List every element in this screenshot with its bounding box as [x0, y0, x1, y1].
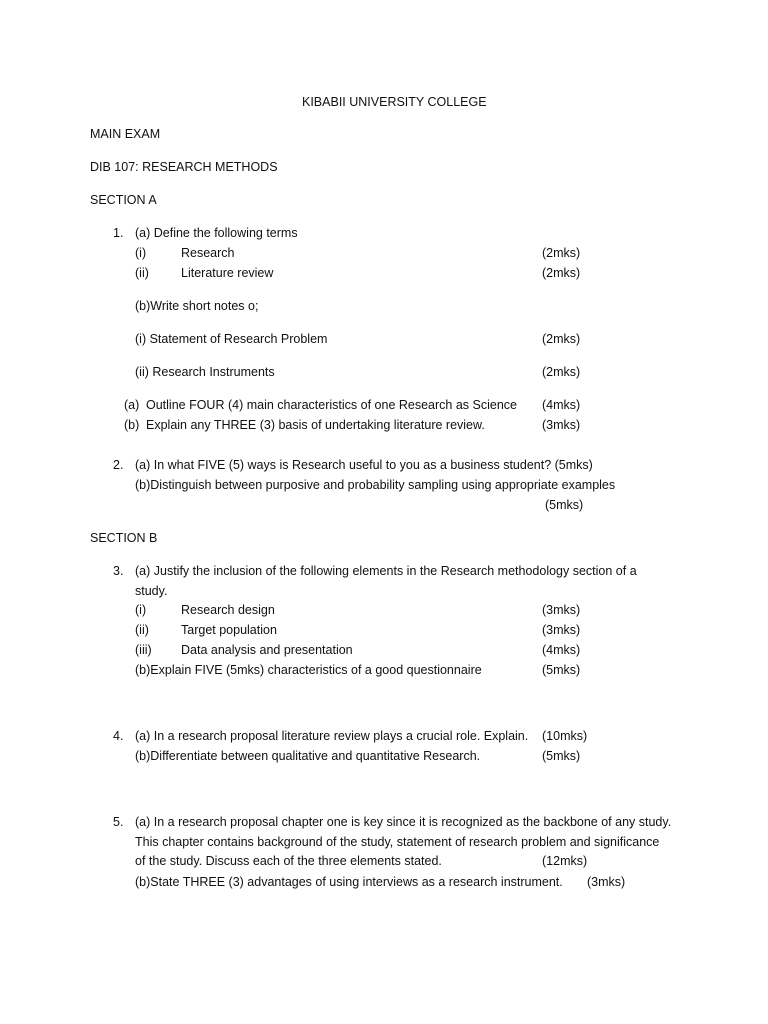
q1-a-i-text: Research	[181, 246, 235, 260]
q3-b-text: (b)Explain FIVE (5mks) characteristics of a good questionnaire	[135, 663, 482, 677]
q2-number: 2.	[113, 458, 124, 472]
q1-a-text: (a) Define the following terms	[135, 226, 298, 240]
q1-extra-a-marks: (4mks)	[542, 398, 581, 412]
q4-a-text: (a) In a research proposal literature review plays a crucial role. Explain.	[135, 729, 529, 743]
q1-a-ii-text: Literature review	[181, 266, 274, 280]
q2-a-text: (a) In what FIVE (5) ways is Research useful to you as a business student? (5mks)	[135, 458, 593, 472]
q4-b-marks: (5mks)	[542, 749, 581, 763]
q3-a-iii-label: (iii)	[135, 643, 152, 657]
q4-number: 4.	[113, 729, 124, 743]
q1-b-i-marks: (2mks)	[542, 332, 581, 346]
q5-a-line3: of the study. Discuss each of the three elements stated.	[135, 854, 442, 868]
q3-a-i-marks: (3mks)	[542, 603, 581, 617]
q4-a-marks: (10mks)	[542, 729, 588, 743]
q5-a-line1: (a) In a research proposal chapter one is key since it is recognized as the backbone of any study.	[135, 815, 672, 829]
q3-a-i-text: Research design	[181, 603, 275, 617]
q1-b-ii-text: (ii) Research Instruments	[135, 365, 275, 379]
q5-b-marks: (3mks)	[587, 875, 626, 889]
q2-b-marks: (5mks)	[545, 498, 584, 512]
q3-a-ii-text: Target population	[181, 623, 277, 637]
q3-number: 3.	[113, 564, 124, 578]
q1-extra-b-marks: (3mks)	[542, 418, 581, 432]
q3-a-ii-label: (ii)	[135, 623, 149, 637]
q1-a-i-label: (i)	[135, 246, 147, 260]
section-b-title: SECTION B	[90, 531, 158, 545]
q3-a-ii-marks: (3mks)	[542, 623, 581, 637]
q3-a-iii-text: Data analysis and presentation	[181, 643, 353, 657]
q5-a-marks: (12mks)	[542, 854, 588, 868]
q3-a-iii-marks: (4mks)	[542, 643, 581, 657]
q1-a-ii-marks: (2mks)	[542, 266, 581, 280]
section-a-title: SECTION A	[90, 193, 157, 207]
q2-b-text: (b)Distinguish between purposive and probability sampling using appropriate examples	[135, 478, 616, 492]
q3-a-line1: (a) Justify the inclusion of the following elements in the Research methodology section of a	[135, 564, 637, 578]
q5-number: 5.	[113, 815, 124, 829]
q1-a-ii-label: (ii)	[135, 266, 149, 280]
q1-extra-a-label: (a)	[124, 398, 140, 412]
q5-a-line2: This chapter contains background of the study, statement of research problem and significance	[135, 835, 660, 849]
q3-a-line2: study.	[135, 584, 168, 598]
q1-b-i-text: (i) Statement of Research Problem	[135, 332, 328, 346]
q1-number: 1.	[113, 226, 124, 240]
q1-extra-a-text: Outline FOUR (4) main characteristics of one Research as Science	[146, 398, 517, 412]
q1-b-ii-marks: (2mks)	[542, 365, 581, 379]
course-title: DIB 107: RESEARCH METHODS	[90, 160, 278, 174]
q5-b-text: (b)State THREE (3) advantages of using interviews as a research instrument.	[135, 875, 563, 889]
exam-type: MAIN EXAM	[90, 127, 161, 141]
q1-extra-b-label: (b)	[124, 418, 140, 432]
q1-extra-b-text: Explain any THREE (3) basis of undertaking literature review.	[146, 418, 485, 432]
institution-title: KIBABII UNIVERSITY COLLEGE	[302, 95, 487, 109]
q1-a-i-marks: (2mks)	[542, 246, 581, 260]
q1-b-text: (b)Write short notes o;	[135, 299, 259, 313]
q3-b-marks: (5mks)	[542, 663, 581, 677]
q3-a-i-label: (i)	[135, 603, 147, 617]
q4-b-text: (b)Differentiate between qualitative and quantitative Research.	[135, 749, 481, 763]
